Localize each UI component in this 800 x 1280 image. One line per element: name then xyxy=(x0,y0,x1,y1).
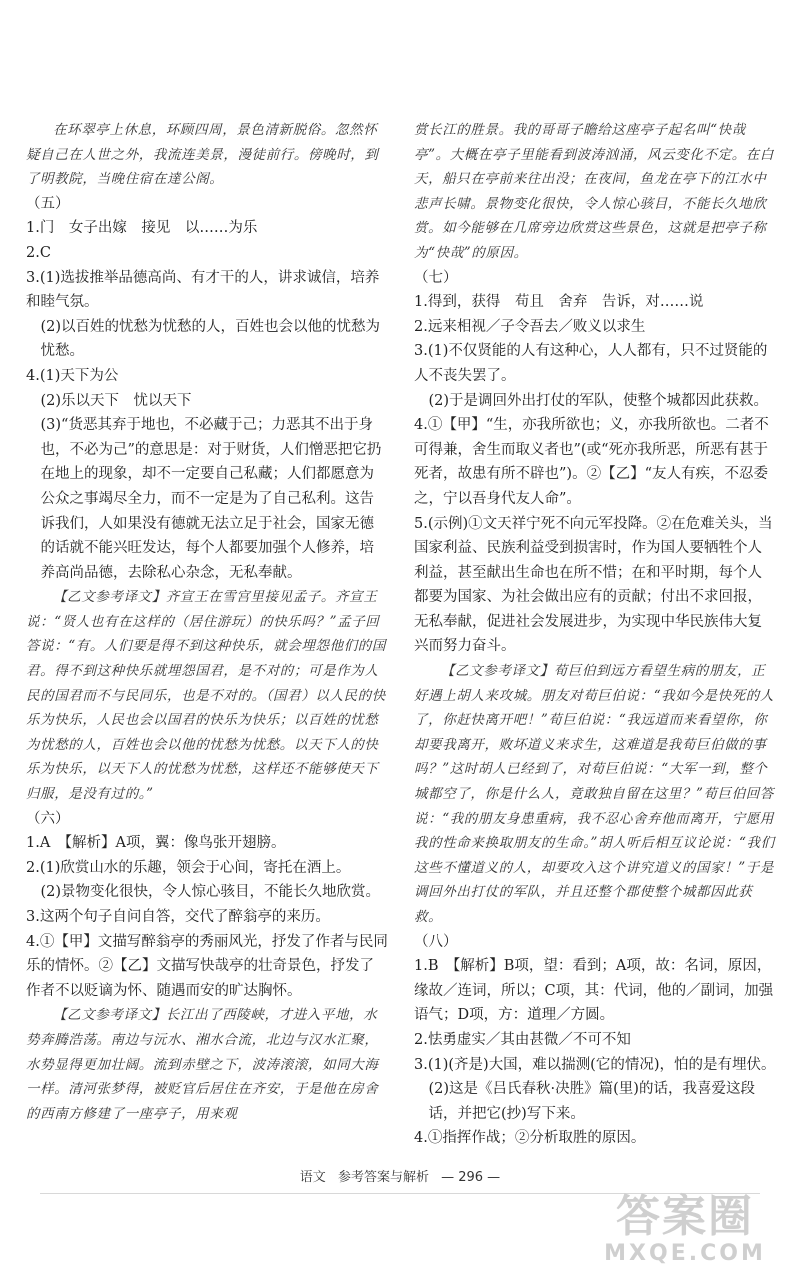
page-number: — 296 — xyxy=(441,1170,501,1185)
right-para-0: 赏长江的胜景。我的哥哥子瞻给这座亭子起名叫“快哉亭”。大概在亭子里能看到波涛汹涌，风云变化不定。在白天，船只在亭前来往出没；在夜间，鱼龙在亭下的江水中悲声长啸。景物变化很快，令人惊心骇目，不能长久地欣赏。如今能够在几席旁边欣赏这些景色，这就是把亭子称为“快哉”的原因。 xyxy=(414,122,775,261)
right-para-11: 2.怯勇虚实／其由甚微／不可不知 xyxy=(414,1031,631,1048)
left-para-9: 【乙文参考译文】齐宣王在雪宫里接见孟子。齐宣王说：“贤人也有在这样的（居住游玩）的快乐吗？”孟子回答说：“有。人们要是得不到这种快乐，就会埋怨他们的国君。得不到这种快乐就埋怨国君，是不对的；可是作为人民的国君而不与民同乐，也是不对的。（国君）以人民的快乐为快乐，人民也会以国君的快乐为快乐；以百姓的忧愁为忧愁的人，百姓也会以他的忧愁为忧愁。以天下人的快乐为快乐，以天下人的忧愁为忧愁，这样还不能够使天下归服，是没有过的。” xyxy=(26,589,387,803)
right-para-4: 3.(1)不仅贤能的人有这种心，人人都有，只不过贤能的人不丧失罢了。 xyxy=(414,343,768,384)
left-para-8: (3)“货恶其弃于地也，不必藏于己；力恶其不出于身也，不必为己”的意思是：对于财货，人们憎恶把它扔在地上的现象，却不一定要自己私藏；人们都愿意为公众之事竭尽全力，而不一定是为了自己私利。这告诉我们，人如果没有德就无法立足于社会，国家无德的话就不能兴旺发达，每个人都要加强个人修养，培养高尚品德，去除私心杂念，无私奉献。 xyxy=(40,417,382,581)
watermark-top-text: 答案圈 xyxy=(616,1191,754,1242)
watermark-logo xyxy=(590,1192,780,1272)
left-para-1: （五） xyxy=(26,195,70,212)
left-para-10: （六） xyxy=(26,810,70,827)
right-column xyxy=(414,118,776,1151)
left-para-3: 2.C xyxy=(26,244,51,261)
left-para-16: 【乙文参考译文】长江出了西陵峡，才进入平地，水势奔腾浩荡。南边与沅水、湘水合流，北边与汉水汇聚，水势显得更加壮阔。流到赤壁之下，波涛滚滚，如同大海一样。清河张梦得，被贬官后居住在齐安，于是他在房舍的西南方修建了一座亭子，用来观 xyxy=(26,1007,379,1122)
left-para-4: 3.(1)选拔推举品德高尚、有才干的人，讲求诚信，培养和睦气氛。 xyxy=(26,269,380,311)
footer-subject: 语文 xyxy=(299,1170,326,1185)
left-para-13: (2)景物变化很快，令人惊心骇目，不能长久地欣赏。 xyxy=(40,884,381,901)
left-para-0: 在环翠亭上休息，环顾四周，景色清新脱俗。忽然怀疑自己在人世之外，我流连美景，漫徒前行。傍晚时，到了明教院，当晚住宿在達公阁。 xyxy=(26,122,379,188)
right-para-9: （八） xyxy=(414,933,458,950)
right-para-7: 5.(示例)①文天祥宁死不向元军投降。②在危难关头，当国家利益、民族利益受到损害时，作为国人要牺牲个人利益，甚至献出生命也在所不惜；在和平时期，每个人都要为国家、为社会做出应有的贡献；付出不求回报，无私奉献，促进社会发展进步，为实现中华民族伟大复兴而努力奋斗。 xyxy=(414,515,773,655)
right-para-13: (2)这是《吕氏春秋·决胜》篇(里)的话，我喜爱这段话，并把它(抄)写下来。 xyxy=(428,1081,755,1122)
right-para-12: 3.(1)(齐是)大国，难以揣测(它的情况)，怕的是有埋伏。 xyxy=(414,1056,776,1073)
right-para-2: 1.得到，获得 苟且 舍弃 告诉，对……说 xyxy=(414,294,704,311)
right-para-3: 2.远来相视／子令吾去／败义以求生 xyxy=(414,318,646,335)
footer-title: 参考答案与解析 xyxy=(337,1170,429,1185)
right-para-6: 4.①【甲】“生，亦我所欲也；义，亦我所欲也。二者不可得兼，舍生而取义者也”(或“死亦我所恶，所恶有甚于死者，故患有所不辟也”)。②【乙】“友人有疾，不忍委之，宁以吾身代友人命”。 xyxy=(414,417,769,507)
left-para-2: 1.门 女子出嫁 接见 以……为乐 xyxy=(26,220,258,237)
left-column xyxy=(26,118,388,1126)
left-para-6: 4.(1)天下为公 xyxy=(26,367,119,384)
left-para-5: (2)以百姓的忧愁为忧愁的人，百姓也会以他的忧愁为忧愁。 xyxy=(40,318,381,360)
left-para-12: 2.(1)欣赏山水的乐趣，领会于心间，寄托在酒上。 xyxy=(26,859,351,876)
right-para-1: （七） xyxy=(414,269,458,286)
page-footer xyxy=(0,1166,800,1185)
left-para-11: 1.A 【解析】A项，翼：像鸟张开翅膀。 xyxy=(26,835,286,852)
left-para-7: (2)乐以天下 忧以天下 xyxy=(40,392,192,409)
right-para-10: 1.B 【解析】B项，望：看到；A项，故：名词，原因，缘故／连词，所以；C项，其：代词，他的／副词，加强语气；D项，方：道理／方圆。 xyxy=(414,958,774,1024)
right-para-5: (2)于是调回外出打仗的军队，使整个城都因此获救。 xyxy=(428,392,769,409)
right-para-8: 【乙文参考译文】荀巨伯到远方看望生病的朋友，正好遇上胡人来攻城。朋友对荀巨伯说：“我如今是快死的人了，你赶快离开吧！”荀巨伯说：“我远道而来看望你，你却要我离开，败坏道义来求生，这难道是我荀巨伯做的事吗？”这时胡人已经到了，对荀巨伯说：“大军一到，整个城都空了，你是什么人，竟敢独自留在这里？”荀巨伯回答说：“我的朋友身患重病，我不忍心舍弃他而离开，宁愿用我的性命来换取朋友的生命。”胡人听后相互议论说：“我们这些不懂道义的人，却要攻入这个讲究道义的国家！”于是调回外出打仗的军队，并且还整个郡使整个城都因此获救。 xyxy=(414,663,775,925)
left-para-15: 4.①【甲】文描写醉翁亭的秀丽风光，抒发了作者与民同乐的情怀。②【乙】文描写快哉亭的壮奇景色，抒发了作者不以贬谪为怀、随遇而安的旷达胸怀。 xyxy=(26,933,388,999)
left-para-14: 3.这两个句子自问自答，交代了醉翁亭的来历。 xyxy=(26,909,330,925)
watermark-bottom-text: MXQE.COM xyxy=(604,1241,766,1266)
right-para-14: 4.①指挥作战；②分析取胜的原因。 xyxy=(414,1130,646,1147)
